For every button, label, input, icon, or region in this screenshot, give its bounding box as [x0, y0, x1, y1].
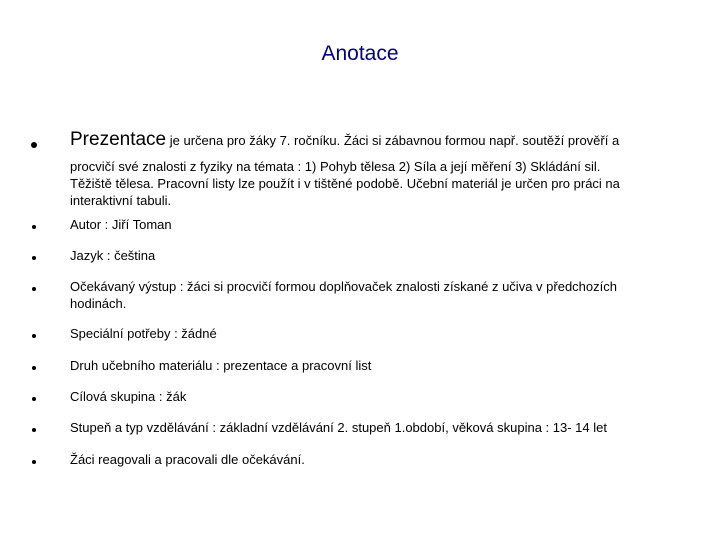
bullet-icon	[32, 460, 36, 464]
list-item-text: Stupeň a typ vzdělávání : základní vzdělávání 2. stupeň 1.období, věková skupina : 13- 14 let	[70, 420, 607, 435]
list-item	[70, 325, 670, 342]
intro-line: Těžiště tělesa. Pracovní listy lze použít i v tištěné podobě. Učební materiál je určen pro práci na	[70, 176, 620, 191]
list-item	[70, 357, 670, 374]
intro-line: interaktivní tabuli.	[70, 193, 172, 208]
list-item-text: Žáci reagovali a pracovali dle očekávání.	[70, 452, 305, 467]
list-item-text: Očekávaný výstup : žáci si procvičí formou doplňovaček znalosti získané z učiva v předchozích	[70, 279, 617, 294]
bullet-icon	[32, 366, 36, 370]
list-item-text: hodinách.	[70, 296, 127, 311]
list-item-text: Druh učebního materiálu : prezentace a pracovní list	[70, 358, 372, 373]
intro-continuation	[70, 158, 670, 209]
bullet-icon	[32, 334, 36, 338]
intro-lead: Prezentace	[70, 129, 167, 150]
list-item-text: Jazyk : čeština	[70, 248, 156, 263]
slide-title: Anotace	[321, 42, 399, 65]
bullet-icon	[32, 287, 36, 291]
intro-first-line	[70, 128, 670, 153]
intro-line: procvičí své znalosti z fyziky na témata : 1) Pohyb tělesa 2) Síla a její měření 3) Skládání sil.	[70, 159, 601, 174]
bullet-icon	[32, 428, 36, 432]
list-item	[70, 216, 670, 233]
bullet-icon	[32, 256, 36, 260]
bullet-icon	[32, 397, 36, 401]
list-item-text: Autor : Jiří Toman	[70, 217, 172, 232]
list-item	[70, 419, 670, 436]
bullet-icon	[32, 225, 36, 229]
bullet-icon	[31, 142, 37, 148]
list-item	[70, 278, 670, 312]
list-item	[70, 388, 670, 405]
list-item-text: Speciální potřeby : žádné	[70, 326, 217, 341]
list-item	[70, 451, 670, 468]
intro-first-line-text: je určena pro žáky 7. ročníku. Žáci si zábavnou formou např. soutěží prověří a	[166, 133, 620, 148]
list-item	[70, 247, 670, 264]
intro-paragraph	[70, 128, 670, 209]
list-item-text: Cílová skupina : žák	[70, 389, 187, 404]
